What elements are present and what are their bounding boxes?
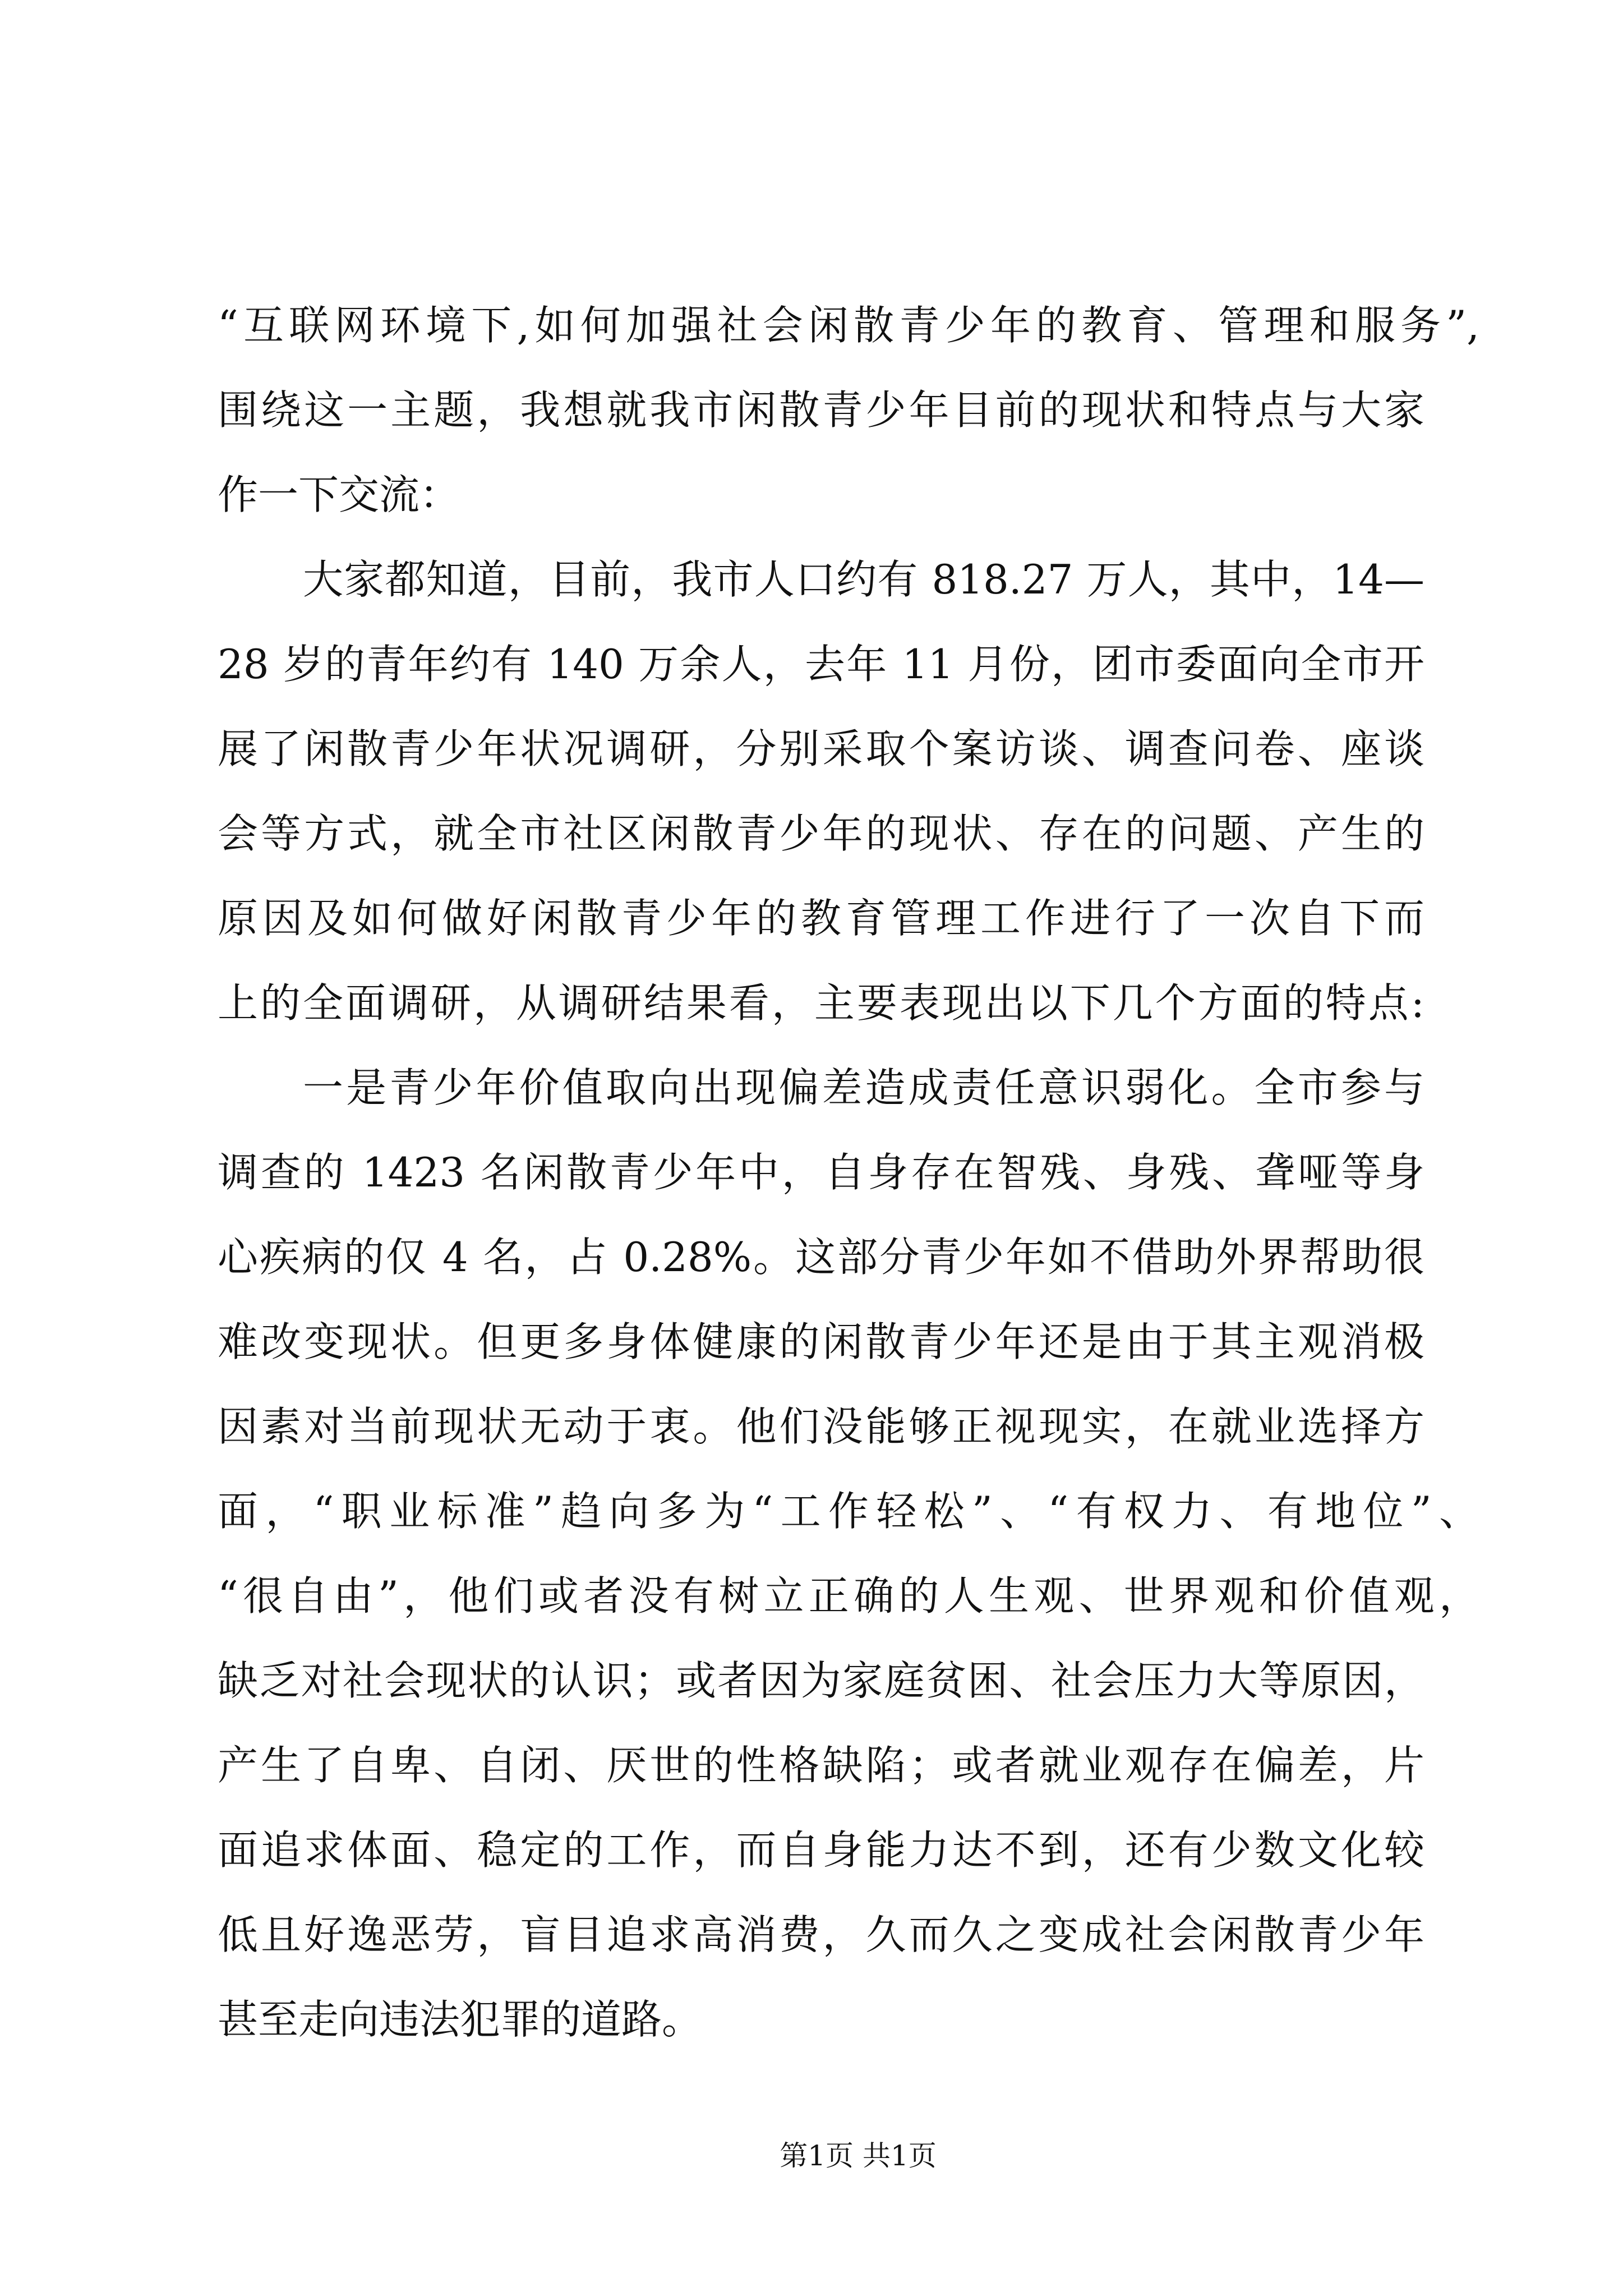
paragraph-survey: [218, 537, 1424, 1046]
text-line: 28 岁的青年约有 140 万余人，去年 11 月份，团市委面向全市开: [218, 641, 1424, 688]
text-line: 产生了自卑、自闭、厌世的性格缺陷；或者就业观存在偏差，片: [218, 1742, 1424, 1789]
text-line: 会等方式，就全市社区闲散青少年的现状、存在的问题、产生的: [218, 810, 1424, 857]
paragraph-intro: [218, 283, 1479, 537]
text-line: 低且好逸恶劳，盲目追求高消费，久而久之变成社会闲散青少年: [218, 1911, 1424, 1958]
text-line: 展了闲散青少年状况调研，分别采取个案访谈、调查问卷、座谈: [218, 725, 1424, 772]
text-line: 上的全面调研，从调研结果看，主要表现出以下几个方面的特点:: [218, 979, 1424, 1027]
text-line: 围绕这一主题，我想就我市闲散青少年目前的现状和特点与大家: [218, 386, 1424, 434]
page-number-footer: 第1页 共1页: [780, 2139, 937, 2172]
body-text: [218, 283, 1479, 2062]
text-line: 大家都知道，目前，我市人口约有 818.27 万人，其中，14—: [303, 556, 1424, 603]
text-line: 面追求体面、稳定的工作，而自身能力达不到，还有少数文化较: [218, 1826, 1424, 1874]
text-line: 作一下交流：: [218, 471, 460, 518]
text-line: 原因及如何做好闲散青少年的教育管理工作进行了一次自下而: [218, 895, 1424, 942]
text-line: 难改变现状。但更多身体健康的闲散青少年还是由于其主观消极: [218, 1318, 1424, 1365]
text-line: 因素对当前现状无动于衷。他们没能够正视现实，在就业选择方: [218, 1403, 1424, 1450]
paragraph-findings: [218, 1046, 1479, 2062]
text-line: 面，“职业标准”趋向多为“工作轻松”、“有权力、有地位”、: [218, 1488, 1479, 1535]
text-line: “互联网环境下,如何加强社会闲散青少年的教育、管理和服务”,: [218, 302, 1479, 349]
text-line: 缺乏对社会现状的认识；或者因为家庭贫困、社会压力大等原因，: [218, 1657, 1424, 1704]
text-line: 一是青少年价值取向出现偏差造成责任意识弱化。全市参与: [303, 1064, 1424, 1111]
text-line: 心疾病的仅 4 名，占 0.28%。这部分青少年如不借助外界帮助很: [218, 1234, 1424, 1281]
text-line: 甚至走向违法犯罪的道路。: [218, 1996, 703, 2043]
text-line: 调查的 1423 名闲散青少年中，自身存在智残、身残、聋哑等身: [218, 1149, 1424, 1196]
text-line: “很自由”，他们或者没有树立正确的人生观、世界观和价值观，: [218, 1572, 1479, 1619]
